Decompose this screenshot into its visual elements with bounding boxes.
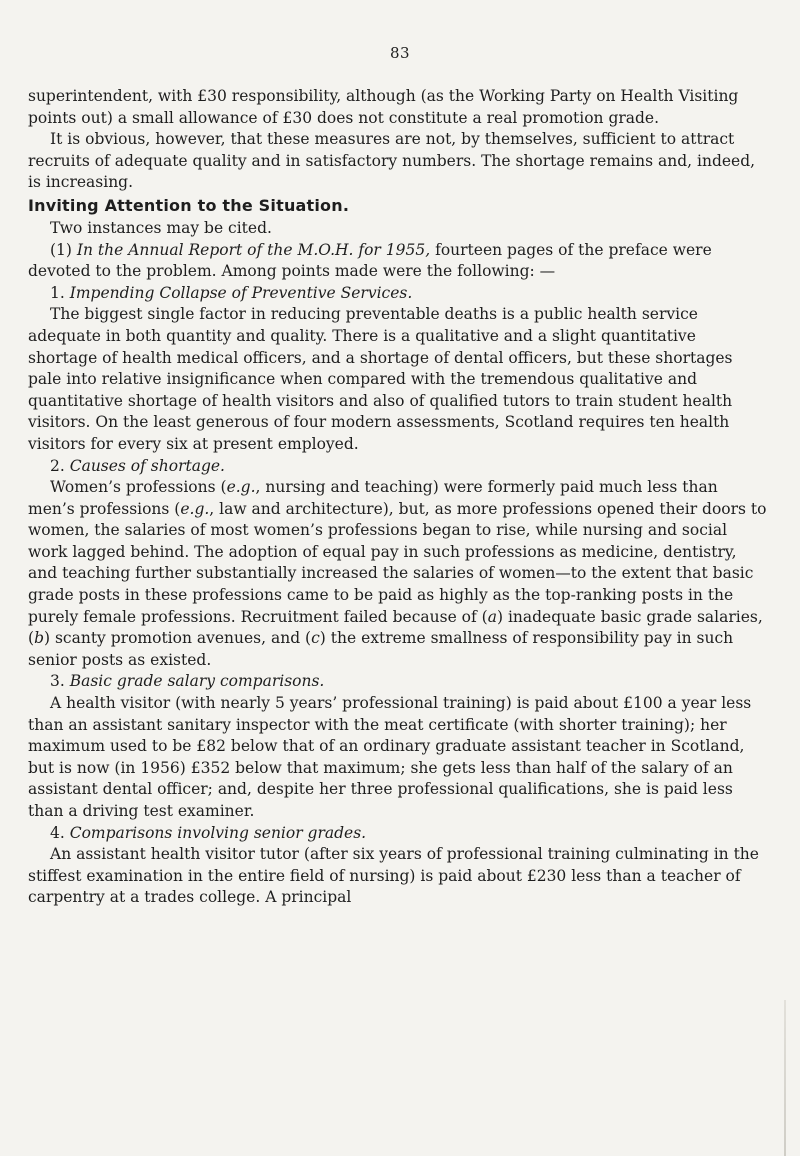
- subheading-number: 1.: [50, 283, 70, 302]
- text-run: ) the extreme smallness of responsibility pay in such senior posts as existed.: [28, 629, 734, 669]
- subheading-number: 3.: [50, 672, 70, 691]
- subheading-number: 4.: [50, 823, 70, 842]
- report-title: In the Annual Report of the M.O.H. for 1955,: [76, 240, 431, 259]
- paragraph-instances: Two instances may be cited.: [50, 218, 272, 237]
- subheading-title: Impending Collapse of Preventive Services.: [69, 283, 413, 302]
- text-run: e.g.: [180, 499, 210, 518]
- subheading-title: Comparisons involving senior grades.: [69, 823, 367, 842]
- paragraph-promotion-grade: superintendent, with £30 responsibility, although (as the Working Party on Health Visiting points out) a small allowance of £30 does not constitute a real promotion grade.: [28, 87, 739, 127]
- text-run: Women’s professions (: [50, 478, 227, 497]
- subheading-impending-collapse: [28, 283, 768, 305]
- subheading-causes: [28, 456, 768, 478]
- page-number: 83: [389, 44, 411, 62]
- section-heading: Inviting Attention to the Situation.: [28, 195, 350, 215]
- paragraph-basic-grade: A health visitor (with nearly 5 years’ professional training) is paid about £100 a year less than an assistant sanitary inspector with the meat certificate (with shorter training); her maximum used to be £82 below that of an ordinary graduate assistant teacher in Scotland, but is now (in 1956) £352 below that maximum; she gets less than half of the salary of an assistant dental officer; and, despite her three professional qualifications, she is paid less than a driving test examiner.: [28, 694, 752, 820]
- paragraph-impending-collapse: The biggest single factor in reducing preventable deaths is a public health service adequate in both quantity and quality. There is a qualitative and a slight quantitative shortage of health medical officers, and a shortage of dental officers, but these shortages pale into relative insignificance when compared with the tremendous qualitative and quantitative shortage of health visitors and also of qualified tutors to train student health visitors. On the least generous of four modern assessments, Scotland requires ten health visitors for every six at present employed.: [28, 305, 733, 453]
- text-run: ) inadequate basic grade salaries, (: [28, 607, 763, 648]
- text-run: e.g.: [226, 478, 256, 497]
- paragraph-shortage: It is obvious, however, that these measures are not, by themselves, sufficient to attract recruits of adequate quality and in satisfactory numbers. The shortage remains and, indeed, is increasing.: [28, 130, 756, 192]
- annual-report-text: fourteen pages of the preface were devoted to the problem. Among points made were the following: —: [28, 240, 712, 281]
- subheading-senior-grades: [28, 823, 768, 845]
- subheading-title: Causes of shortage.: [69, 456, 225, 475]
- text-run: c: [311, 629, 320, 648]
- instance-number: (1): [50, 240, 77, 259]
- paragraph-annual-report: [28, 240, 768, 283]
- text-run: , law and architecture), but, as more professions opened their doors to women, the salaries of most women’s professions began to rise, while nursing and social work lagged behind. The adoption of equal pay in such professions as medicine, dentistry, and teaching further substantially increased the salaries of women—to the extent that basic grade posts in these professions came to be paid as highly as the top-ranking posts in the purely female professions. Recruitment failed because of (: [28, 499, 767, 626]
- subheading-basic-grade: [28, 671, 768, 693]
- subheading-number: 2.: [50, 456, 70, 475]
- paragraph-causes: [28, 477, 768, 671]
- text-run: , nursing and teaching) were formerly paid much less than men’s professions (: [28, 478, 718, 518]
- text-run: b: [34, 629, 44, 648]
- document-body: [28, 86, 768, 909]
- text-run: ) scanty promotion avenues, and (: [44, 629, 312, 648]
- paragraph-senior-grades: An assistant health visitor tutor (after six years of professional training culminating in the stiffest examination in the entire field of nursing) is paid about £230 less than a teacher of carpentry at a trades college. A principal: [28, 845, 759, 907]
- subheading-title: Basic grade salary comparisons.: [69, 672, 325, 691]
- text-run: a: [487, 607, 497, 626]
- scan-edge-shadow: [784, 1000, 786, 1156]
